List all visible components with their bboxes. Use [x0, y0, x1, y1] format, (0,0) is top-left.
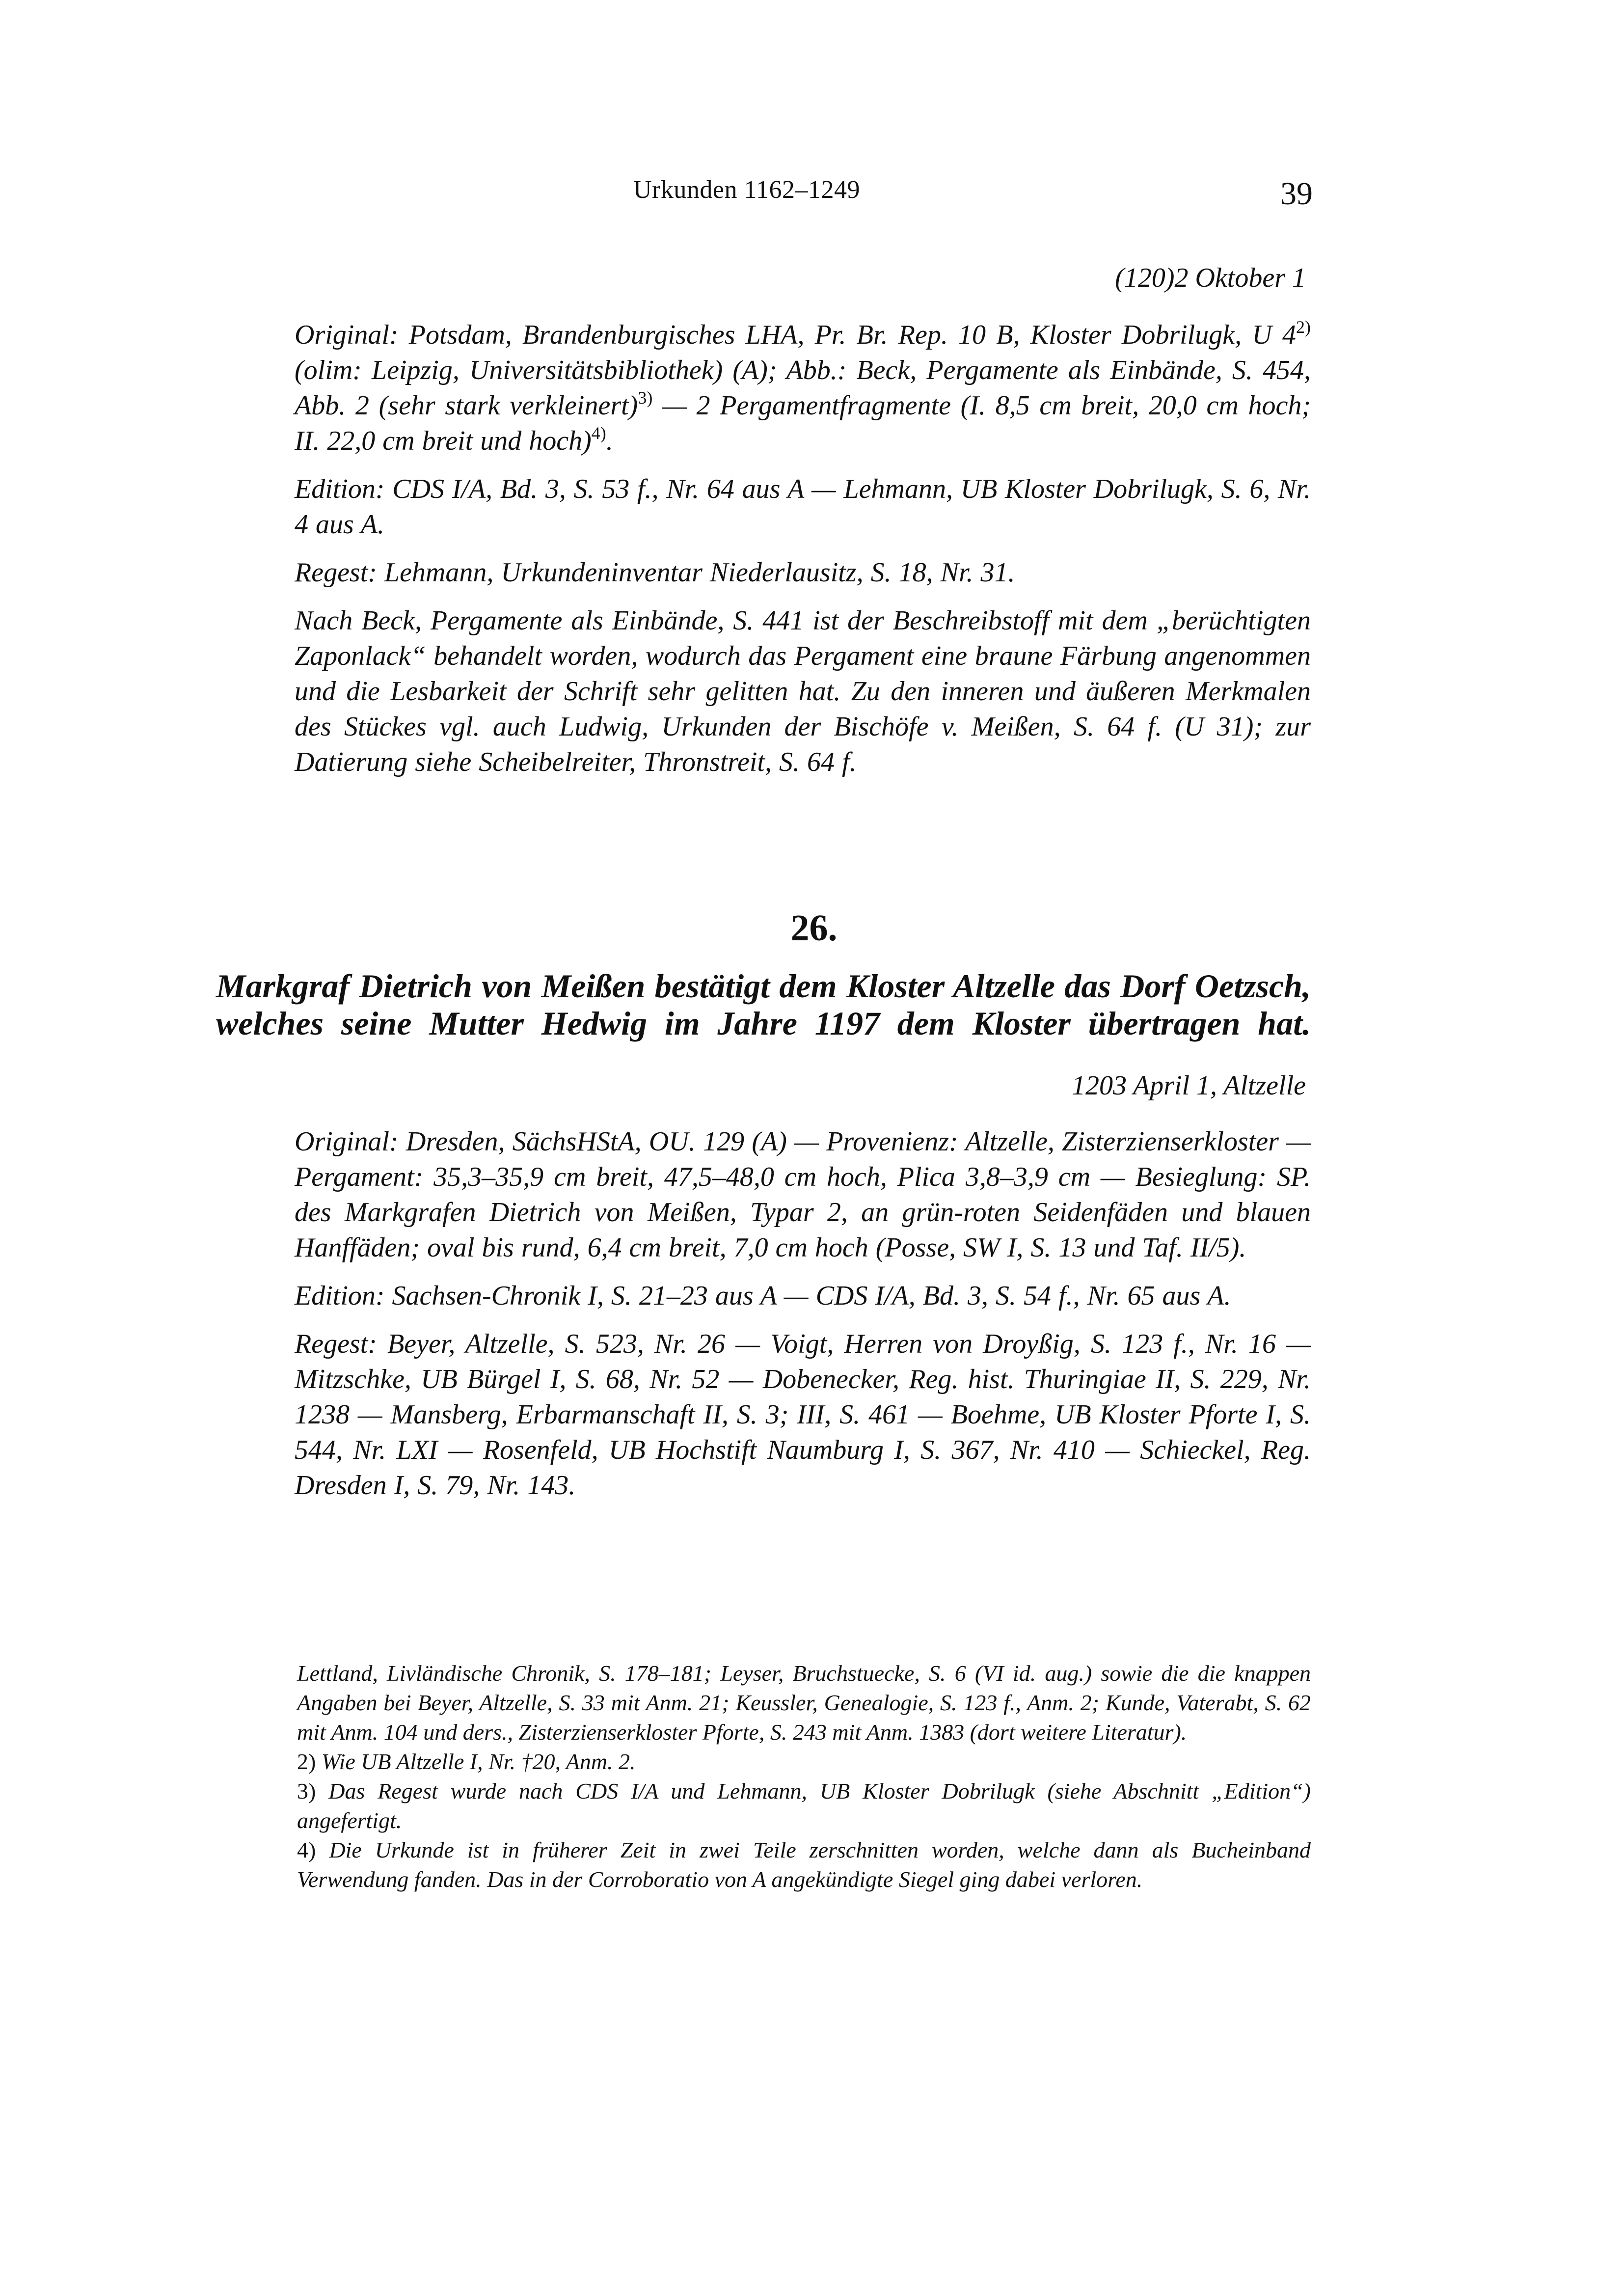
original-text-d: . [606, 426, 613, 456]
entry-date: 1203 April 1, Altzelle [1071, 1070, 1306, 1101]
footnote-continuation [297, 1659, 1311, 1747]
footnote-continuation-text: Lettland, Livländische Chronik, S. 178–181; Leyser, Bruchstuecke, S. 6 (VI id. aug.) sowie die die knappen Angaben bei Beyer, Altzelle, S. 33 mit Anm. 21; Keussler, Genealogie, S. 123 f., Anm. 2; Kunde, Vaterabt, S. 62 mit Anm. 104 und ders., Zisterzienserkloster Pforte, S. 243 mit Anm. 1383 (dort weitere Literatur). [297, 1661, 1311, 1745]
entry-regest: Regest: Beyer, Altzelle, S. 523, Nr. 26 — Voigt, Herren von Droyßig, S. 123 f., Nr. 16 — Mitzschke, UB Bürgel I, S. 68, Nr. 52 — Dobenecker, Reg. hist. Thuringiae II, S. 229, Nr. 1238 — Mansberg, Erbarmanschaft II, S. 3; III, S. 461 — Boehme, UB Kloster Pforte I, S. 544, Nr. LXI — Rosenfeld, UB Hochstift Naumburg I, S. 367, Nr. 410 — Schieckel, Reg. Dresden I, S. 79, Nr. 143. [295, 1329, 1311, 1501]
entry-title-line-2: welches seine Mutter Hedwig im Jahre 1197 dem Kloster übertragen hat. [216, 1005, 1311, 1042]
footnote-4 [297, 1835, 1311, 1894]
footnote-2-mark: 2) [297, 1749, 316, 1774]
original-text-c: — 2 Pergamentfragmente (I. 8,5 cm breit, 20,0 cm hoch; II. 22,0 cm breit und hoch) [295, 390, 1311, 456]
footnote-3 [297, 1777, 1311, 1835]
previous-entry-note: Nach Beck, Pergamente als Einbände, S. 441 ist der Beschreibstoff mit dem „berüchtigten Zaponlack“ behandelt worden, wodurch das Pergament eine braune Färbung angenommen und die Lesbarkeit der Schrift sehr gelitten hat. Zu den inneren und äußeren Merkmalen des Stückes vgl. auch Ludwig, Urkunden der Bischöfe v. Meißen, S. 64 f. (U 31); zur Datierung siehe Scheibelreiter, Thronstreit, S. 64 f. [295, 605, 1311, 777]
previous-entry-regest: Regest: Lehmann, Urkundeninventar Niederlausitz, S. 18, Nr. 31. [295, 557, 1015, 588]
original-text-a: Original: Potsdam, Brandenburgisches LHA, Pr. Br. Rep. 10 B, Kloster Dobrilugk, U 4 [295, 320, 1296, 350]
footnote-ref-3: 3) [638, 388, 653, 408]
previous-entry-edition: Edition: CDS I/A, Bd. 3, S. 53 f., Nr. 64 aus A — Lehmann, UB Kloster Dobrilugk, S. 6, Nr. 4 aus A. [295, 474, 1311, 540]
running-title: Urkunden 1162–1249 [633, 176, 861, 204]
entry-original: Original: Dresden, SächsHStA, OU. 129 (A) — Provenienz: Altzelle, Zisterzienserkloster — Pergament: 35,3–35,9 cm breit, 47,5–48,0 cm hoch, Plica 3,8–3,9 cm — Besieglung: SP. des Markgrafen Dietrich von Meißen, Typar 2, an grün-roten Seidenfäden und blauen Hanffäden; oval bis rund, 6,4 cm breit, 7,0 cm hoch (Posse, SW I, S. 13 und Taf. II/5). [295, 1126, 1311, 1263]
footnote-ref-4: 4) [591, 423, 606, 443]
previous-entry-date: (120)2 Oktober 1 [1115, 263, 1306, 293]
entry-body [295, 1068, 1311, 1516]
footnote-3-text: Das Regest wurde nach CDS I/A und Lehmann, UB Kloster Dobrilugk (siehe Abschnitt „Edition“) angefertigt. [297, 1778, 1311, 1833]
previous-entry [295, 260, 1311, 793]
entry-title [216, 967, 1311, 1042]
original-text-b: (olim: Leipzig, Universitätsbibliothek) (A); Abb.: Beck, Pergamente als Einbände, S. 454, Abb. 2 (sehr stark verkleinert) [295, 355, 1311, 421]
footnote-4-text: Die Urkunde ist in früherer Zeit in zwei Teile zerschnitten worden, welche dann als Bucheinband Verwendung fanden. Das in der Corroboratio von A angekündigte Siegel ging dabei verloren. [297, 1837, 1311, 1892]
entry-edition: Edition: Sachsen-Chronik I, S. 21–23 aus A — CDS I/A, Bd. 3, S. 54 f., Nr. 65 aus A. [295, 1281, 1231, 1311]
previous-entry-original [295, 317, 1311, 459]
footnotes [297, 1659, 1311, 1894]
footnote-3-mark: 3) [297, 1778, 316, 1804]
entry-title-line-1: Markgraf Dietrich von Meißen bestätigt dem Kloster Altzelle das Dorf Oetzsch, [216, 967, 1311, 1005]
footnote-2-text: Wie UB Altzelle I, Nr. †20, Anm. 2. [316, 1749, 636, 1774]
footnote-ref-2: 2) [1296, 317, 1311, 337]
footnote-4-mark: 4) [297, 1837, 316, 1862]
footnote-2 [297, 1747, 1311, 1777]
page-number: 39 [1280, 176, 1313, 212]
entry-number: 26. [790, 907, 838, 949]
